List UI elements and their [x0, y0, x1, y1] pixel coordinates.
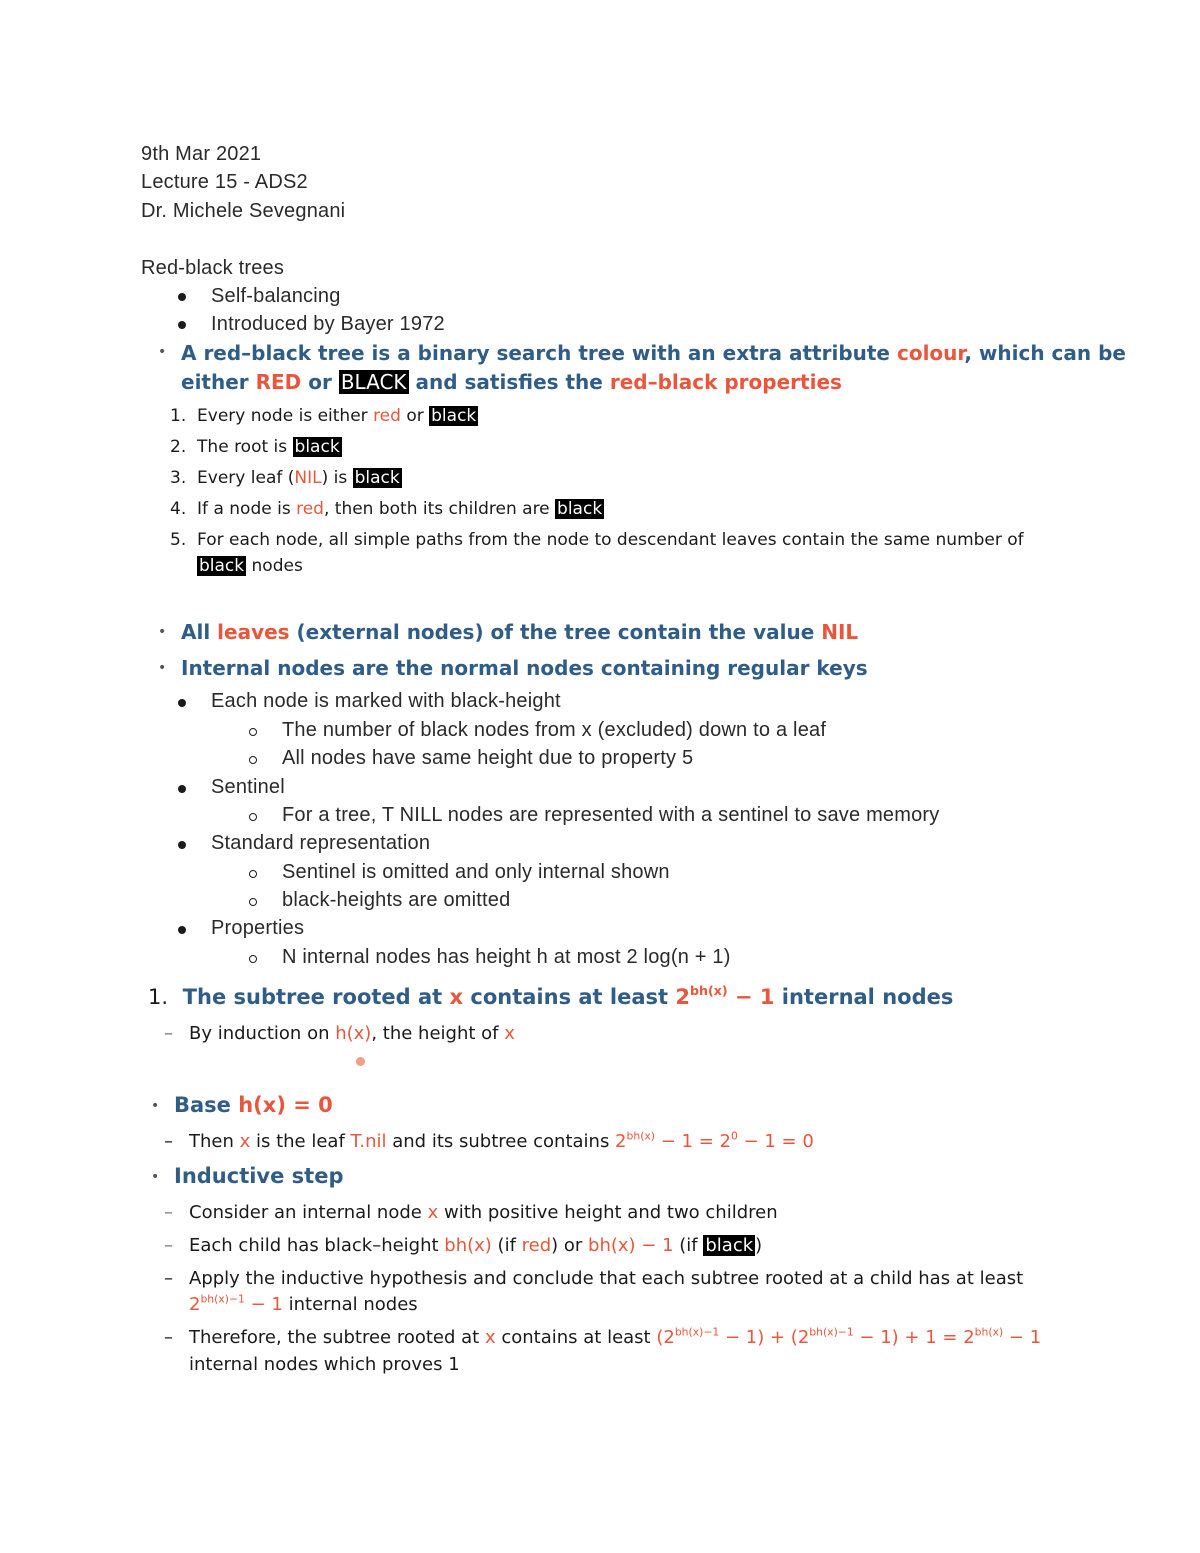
- base-heading: Base h(x) = 0: [174, 1093, 333, 1117]
- bullet-icon: •: [151, 1169, 160, 1185]
- bullet-icon: [178, 841, 186, 849]
- definition-line-1: A red–black tree is a binary search tree with an extra attribute colour, which can be: [181, 341, 1126, 365]
- definition-line-2: either RED or BLACK and satisfies the red–black properties: [181, 370, 842, 394]
- note-black-height-1: The number of black nodes from x (excluded) down to a leaf: [282, 719, 827, 741]
- dash-icon: –: [164, 1327, 173, 1348]
- inductive-heading: Inductive step: [174, 1164, 344, 1188]
- note-black-height: Each node is marked with black-height: [211, 690, 561, 712]
- note-properties-1: N internal nodes has height h at most 2 log(n + 1): [282, 946, 731, 968]
- property-4: 4. If a node is red, then both its children are black: [170, 499, 603, 519]
- leaves-statement: All leaves (external nodes) of the tree contain the value NIL: [181, 620, 859, 644]
- property-2: 2. The root is black: [170, 437, 340, 457]
- note-black-height-2: All nodes have same height due to property 5: [282, 747, 694, 769]
- inductive-line-4-continued: internal nodes which proves 1: [189, 1354, 460, 1375]
- dash-icon: –: [164, 1202, 173, 1223]
- note-properties: Properties: [211, 917, 305, 939]
- inductive-line-2: Each child has black–height bh(x) (if red) or bh(x) − 1 (if black ): [189, 1235, 763, 1256]
- induction-line: By induction on h(x), the height of x: [189, 1023, 515, 1044]
- sub-bullet-icon: [249, 728, 257, 736]
- dash-icon: –: [164, 1235, 173, 1256]
- base-line: Then x is the leaf T.nil and its subtree contains $2^{bh(x)} - 1 = 2^0 - 1 = 0$: [189, 1129, 814, 1152]
- note-sentinel: Sentinel: [211, 776, 285, 798]
- dash-icon: –: [164, 1268, 173, 1289]
- topic-bullet-2: Introduced by Bayer 1972: [211, 313, 445, 335]
- bullet-icon: [178, 785, 186, 793]
- bullet-icon: •: [158, 660, 167, 676]
- lecture-title: Lecture 15 - ADS2: [141, 171, 308, 193]
- topic-bullet-1: Self-balancing: [211, 285, 341, 307]
- note-standard: Standard representation: [211, 832, 431, 854]
- note-sentinel-1: For a tree, T NILL nodes are represented with a sentinel to save memory: [282, 804, 940, 826]
- property-5-continued: black nodes: [199, 556, 303, 576]
- lemma-statement: 1. The subtree rooted at x contains at least $2^{bh(x)} - 1$ internal nodes: [148, 983, 954, 1009]
- lecturer: Dr. Michele Sevegnani: [141, 200, 346, 222]
- dash-icon: –: [164, 1131, 173, 1152]
- topic-title: Red-black trees: [141, 257, 285, 279]
- bullet-icon: •: [151, 1098, 160, 1114]
- property-1: 1. Every node is either red or black: [170, 406, 477, 426]
- dash-icon: –: [164, 1023, 173, 1044]
- sub-bullet-icon: [249, 870, 257, 878]
- bullet-icon: [178, 293, 186, 301]
- inductive-line-3-continued: $2^{bh(x)-1} - 1$ internal nodes: [189, 1292, 418, 1315]
- inductive-line-3: Apply the inductive hypothesis and conclude that each subtree rooted at a child has at least: [189, 1268, 1024, 1289]
- sub-bullet-icon: [249, 955, 257, 963]
- property-3: 3. Every leaf (NIL) is black: [170, 468, 400, 488]
- sub-bullet-icon: [249, 898, 257, 906]
- bullet-icon: [178, 926, 186, 934]
- sub-bullet-icon: [249, 756, 257, 764]
- inductive-line-1: Consider an internal node x with positive height and two children: [189, 1202, 778, 1223]
- bullet-icon: [178, 321, 186, 329]
- sub-bullet-icon: [249, 813, 257, 821]
- internal-statement: Internal nodes are the normal nodes containing regular keys: [181, 656, 868, 680]
- bullet-icon: •: [158, 344, 167, 360]
- cursor-dot-icon: [356, 1057, 365, 1066]
- note-standard-1: Sentinel is omitted and only internal shown: [282, 861, 670, 883]
- inductive-line-4: Therefore, the subtree rooted at x contains at least $(2^{bh(x)-1} - 1) + (2^{bh(x)-1} - 1) + 1 = 2^{bh(x)} - 1$: [189, 1325, 1042, 1348]
- bullet-icon: [178, 699, 186, 707]
- bullet-icon: •: [158, 624, 167, 640]
- note-standard-2: black-heights are omitted: [282, 889, 511, 911]
- property-5: 5. For each node, all simple paths from the node to descendant leaves contain the same number of: [170, 530, 1024, 550]
- date: 9th Mar 2021: [141, 143, 262, 165]
